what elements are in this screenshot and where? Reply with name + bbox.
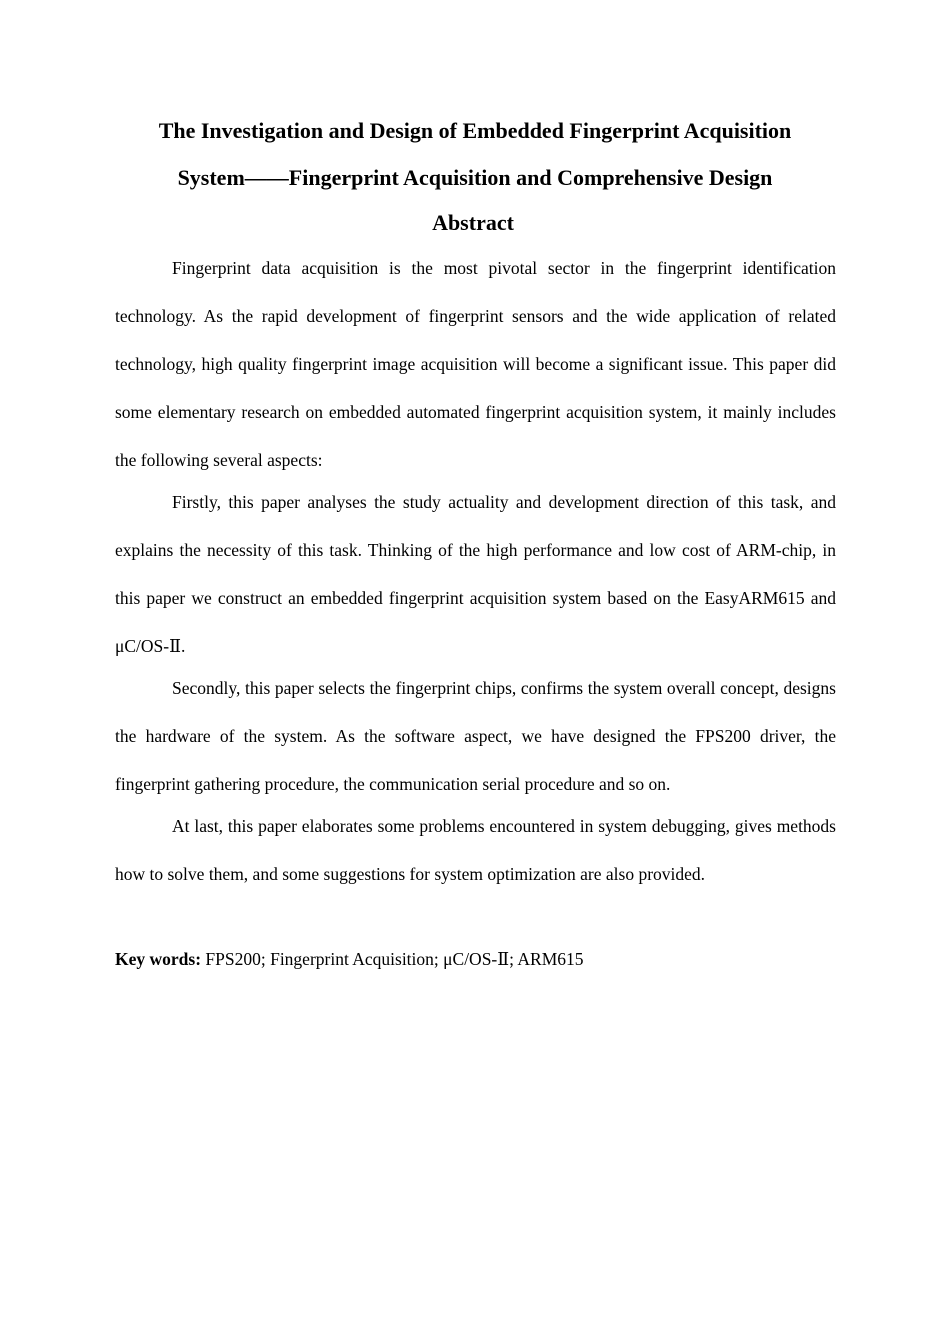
title-line-2: System——Fingerprint Acquisition and Comprehensive Design	[177, 165, 773, 190]
document-title	[100, 107, 850, 201]
abstract-heading: Abstract	[432, 210, 514, 235]
keywords-value: FPS200; Fingerprint Acquisition; μC/OS-Ⅱ; ARM615	[201, 949, 584, 969]
abstract-paragraph-3: Secondly, this paper selects the fingerprint chips, confirms the system overall concept, designs the hardware of the system. As the software aspect, we have designed the FPS200 driver, the fingerprint gathering procedure, the communication serial procedure and so on.	[115, 678, 836, 794]
abstract-paragraph-2: Firstly, this paper analyses the study actuality and development direction of this task, and explains the necessity of this task. Thinking of the high performance and low cost of ARM-chip, in this paper we construct an embedded fingerprint acquisition system based on the EasyARM615 and μC/OS-Ⅱ.	[115, 492, 836, 656]
keywords-label: Key words:	[115, 949, 202, 969]
keywords-line	[115, 946, 836, 972]
title-line-1: The Investigation and Design of Embedded Fingerprint Acquisition	[158, 118, 792, 143]
abstract-paragraph-1: Fingerprint data acquisition is the most pivotal sector in the fingerprint identification technology. As the rapid development of fingerprint sensors and the wide application of related technology, high quality fingerprint image acquisition will become a significant issue. This paper did some elementary research on embedded automated fingerprint acquisition system, it mainly includes the following several aspects:	[115, 258, 836, 470]
abstract-body	[115, 244, 836, 892]
abstract-paragraph-4: At last, this paper elaborates some problems encountered in system debugging, gives methods how to solve them, and some suggestions for system optimization are also provided.	[115, 816, 836, 884]
